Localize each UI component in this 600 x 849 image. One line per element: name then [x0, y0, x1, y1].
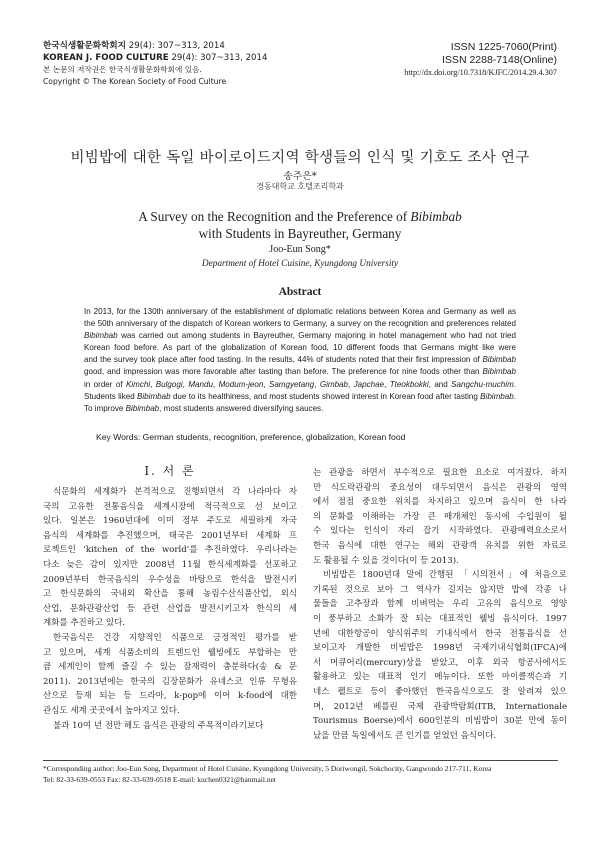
body-line: 서 머큐어리(mercury)상을 받았고, 이후 외국 항공사에서도 — [313, 657, 567, 668]
title-english — [0, 208, 600, 242]
title-korean: 비빔밥에 대한 독일 바이로이드지역 학생들의 인식 및 기호도 조사 연구 — [70, 150, 530, 166]
body-line: 며, 2012년 베를린 국제 관광박람회(ITB, Internationale — [313, 701, 567, 712]
keywords-label: Key Words: — [96, 432, 141, 442]
body-line: 고 한식문화의 국내외 확산을 통해 농림수산식품산업, 외식 — [43, 589, 297, 600]
abstract-line: To improve Bibimbab, most students answered diversifying sauces. — [84, 403, 324, 413]
body-line: 계화를 추진하고 있다. — [43, 618, 126, 629]
body-line: 수 있다는 인식이 자리 잡기 시작하였다. 관광매력요소로서 — [313, 526, 567, 537]
body-line: 기록된 것으로 보아 그 역사가 길지는 않지만 밥에 각종 나 — [313, 584, 567, 595]
body-line: 났을 만큼 독일에서도 큰 인기를 얻었던 음식이다. — [313, 730, 497, 741]
body-line: 한국 음식에 대한 연구는 해외 관광객 유치를 위한 자료로 — [313, 540, 567, 551]
abstract-line: the 50th anniversary of the dispatch of Korean workers to Germany, a survey on the recognition and preferences related — [84, 319, 516, 329]
journal-name-en: KOREAN J. FOOD CULTURE — [43, 52, 169, 63]
abstract-line: Bibimbab was carried out among students in Bayreuther, Germany majoring in hotel management who had not tried — [84, 331, 516, 341]
body-line: 활용하고 있는 대표적 인기 메뉴이다. 또한 마이클잭슨과 기 — [313, 672, 567, 683]
issn-block — [404, 41, 557, 79]
body-line: 있다. 일본은 1960년대에 이미 정부 주도로 세필하게 자국 — [43, 516, 297, 527]
body-line: 는 관광을 하면서 부수적으로 필요한 요소로 여겨졌다. 하지 — [313, 468, 567, 478]
doi-link[interactable]: http://dx.doi.org/10.7318/KJFC/2014.29.4.307 — [404, 68, 557, 77]
title-english-line2: with Students in Bayreuther, Germany — [198, 226, 402, 241]
footnote — [43, 764, 491, 785]
body-line: 한국음식은 건강 지향적인 식품으로 긍정적인 평가를 받 — [53, 632, 297, 643]
body-line: 2009년부터 한국음식의 우수성을 바탕으로 한식을 발전시키 — [43, 574, 297, 585]
abstract-body — [84, 306, 516, 415]
body-line: 로젝트인 ‘kitchen of the world’를 추진하였다. 우리나라는 — [43, 545, 297, 556]
body-line: 산으로 등재 되는 등 드라마, k-pop에 이어 k-food에 대한 — [43, 691, 297, 702]
body-line: 에서 점점 중요한 위치를 차지하고 있으며 음식이 한 나라 — [313, 497, 567, 508]
title-english-italic: Bibimbab — [410, 209, 462, 224]
journal-vol-en: 29(4): 307~313, 2014 — [168, 52, 268, 63]
abstract-heading: Abstract — [278, 286, 322, 298]
affiliation-english: Department of Hotel Cuisine, Kyungdong University — [201, 259, 399, 269]
copyright-ko: 본 논문의 저작권은 한국식생활문화학회에 있음. — [43, 65, 202, 74]
abstract-line: good, and impression was more favorable after tasting than before. The preference for nine foods other than Bibimbab — [84, 367, 516, 377]
abstract-line: Korean food before. As part of the globalization of Korean food, 10 different foods that Germans might like were — [84, 343, 516, 353]
body-line: 불과 10여 년 전만 해도 음식은 관광의 주목적이라기보다 — [53, 720, 264, 731]
copyright-en: Copyright © The Korean Society of Food Culture — [43, 76, 227, 86]
author-english: Joo-Eun Song* — [269, 244, 331, 255]
body-line: 산업, 문화관광산업 등 관련 산업을 발전시키고자 한식의 세 — [43, 603, 297, 614]
body-line: 비빔밥은 1800년대 말에 간행된 「시의전서」에 처음으로 — [323, 570, 567, 581]
body-line: 국의 고유한 전통음식을 세계시장에 적극적으로 선 보이고 — [43, 501, 297, 512]
abstract-line: In 2013, for the 130th anniversary of the establishment of diplomatic relations between Korea and Germany as well as — [84, 307, 516, 316]
body-line: 년에 대한항공이 양식위주의 기내식에서 한국 전통음식을 선 — [313, 628, 567, 639]
body-line: 보이고자 개발한 비빔밥은 1998년 국제기내식협회(IFCA)에 — [313, 643, 567, 654]
affiliation-korean: 경동대학교 호텔조리학과 — [256, 182, 344, 191]
body-line: 2011). 2013년에는 한국의 김장문화가 유네스코 인류 무형유 — [43, 676, 297, 687]
body-column-right — [313, 466, 567, 743]
body-line: 만 식도락관광의 중요성이 대두되면서 음식은 관광의 영역 — [313, 482, 567, 493]
footnote-divider — [43, 760, 558, 761]
body-line: 큼 세계인이 함께 즐길 수 있는 잠재력이 충분하다(송 & 문 — [43, 662, 297, 673]
body-line: 다소 늦은 감이 있지만 2008년 11월 한식세계화를 선포하고 — [43, 559, 297, 570]
abstract-line: in order of Kimchi, Bulgogi, Mandu, Modum-jeon, Samgyetang, Gimbab, Japchae, Tteokbokki, and Sangchu-muchim. — [84, 379, 516, 389]
section-title-introduction: I. 서 론 — [144, 464, 196, 478]
journal-name-ko: 한국식생활문화학회지 — [43, 41, 127, 51]
footnote-contact: Tel: 82-33-639-0553 Fax: 82-33-639-0518 E-mail: kuchen0321@hanmail.net — [43, 774, 277, 784]
body-line: 관심도 세계 곳곳에서 높아지고 있다. — [43, 705, 180, 716]
body-line: Tourismus Boerse)에서 600인분의 비빔밥이 30분 만에 동이 — [313, 716, 567, 727]
body-line: 의 문화를 이해하는 가장 큰 매개체인 동시에 수입원이 될 — [313, 511, 567, 522]
body-line: 고 있으며, 세계 식품소비의 트렌드인 웰빙에도 부합하는 만 — [43, 647, 297, 658]
body-line: 도 활용될 수 있을 것이다(이 등 2013). — [313, 555, 459, 566]
body-line: 음식의 세계화를 추진했으며, 태국은 2001년부터 세계화 프 — [43, 530, 297, 541]
journal-vol-ko: 29(4): 307~313, 2014 — [126, 41, 225, 51]
abstract-line: Students liked Bibimbab due to its healthiness, and most students showed interest in Korean food after tasting Bibimbab. — [84, 391, 516, 401]
journal-header — [43, 41, 267, 87]
title-english-line1: A Survey on the Recognition and the Preference of — [138, 209, 411, 224]
abstract-line: and the survey took place after food tasting. In the results, 44% of students noted that their first impression of Bibimbab — [84, 355, 516, 365]
keywords-text: German students, recognition, preference, globalization, Korean food — [140, 432, 406, 442]
body-line: 이 풍부하고 소화가 잘 되는 대표적인 웰빙 음식이다. 1997 — [313, 613, 567, 624]
issn-print: ISSN 1225-7060(Print) — [450, 41, 557, 53]
author-korean: 송주은* — [283, 171, 317, 182]
issn-online: ISSN 2288-7148(Online) — [442, 54, 557, 66]
footnote-author: *Corresponding author: Joo-Eun Song, Department of Hotel Cuisine, Kyungdong University, 5 Doriwongil, Sokchocity, Gangwondo 217-711, Korea — [43, 764, 492, 773]
body-line: 물들을 고추장과 함께 비벼먹는 우리 고유의 음식으로 영양 — [313, 599, 567, 610]
body-line: 네스 펠트로 등이 좋아했던 한국음식으로도 잘 알려져 있으 — [313, 686, 567, 697]
body-column-left — [43, 485, 297, 733]
keywords — [96, 432, 405, 442]
body-line: 식문화의 세계화가 본격적으로 진행되면서 각 나라마다 자 — [53, 487, 297, 497]
